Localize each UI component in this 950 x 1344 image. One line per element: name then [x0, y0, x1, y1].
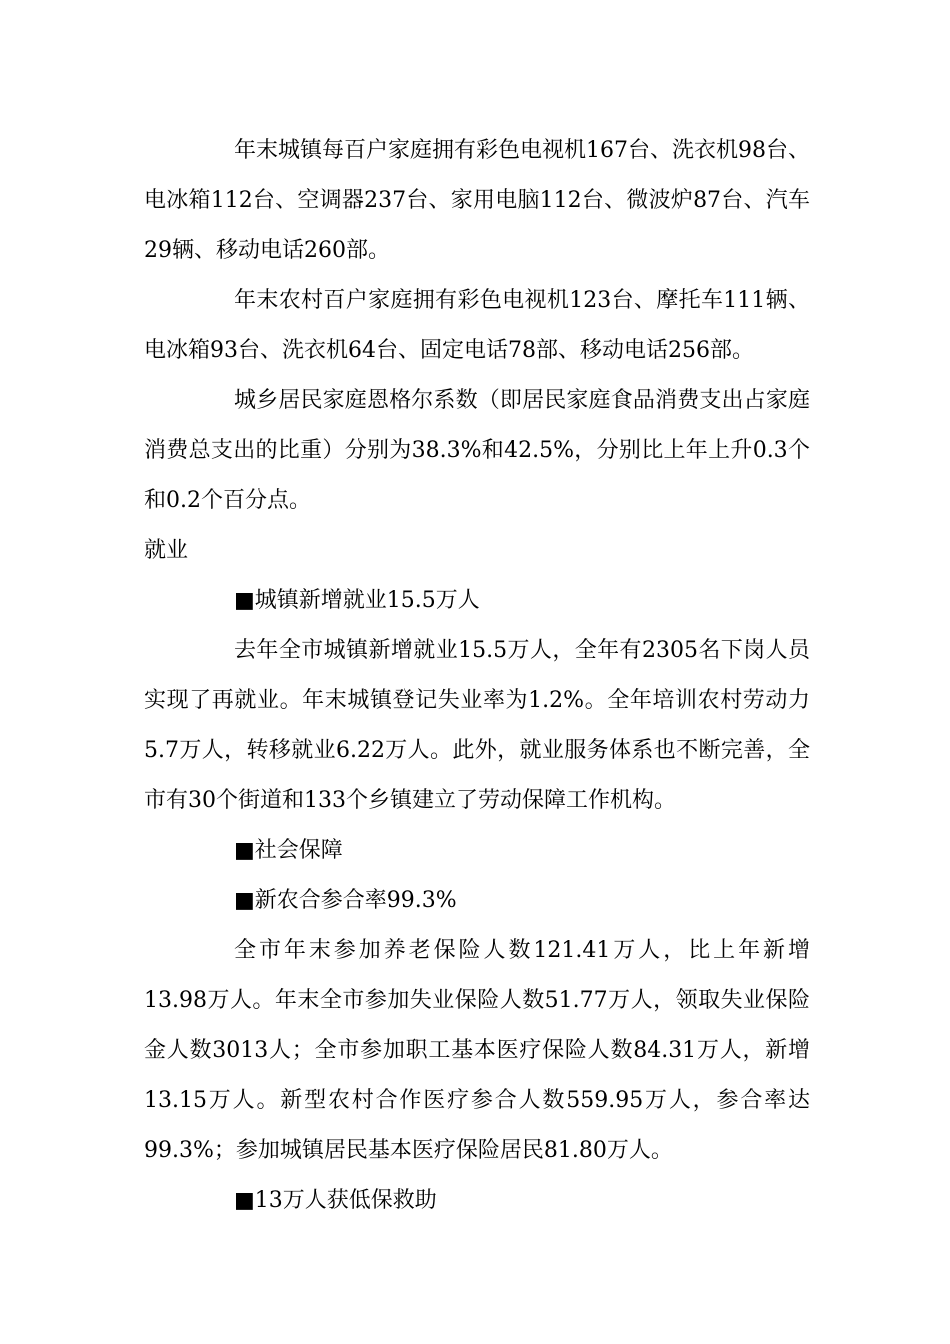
- bullet-minimum-living-subsidy: ■13万人获低保救助: [234, 1188, 437, 1213]
- document-body: [144, 126, 810, 1226]
- paragraph-social-insurance: 全市年末参加养老保险人数121.41万人，比上年新增13.98万人。年末全市参加失业保险人数51.77万人，领取失业保险金人数3013人；全市参加职工基本医疗保险人数84.31万人，新增13.15万人。新型农村合作医疗参合人数559.95万人，参合率达99.3%；参加城镇居民基本医疗保险居民81.80万人。: [144, 938, 810, 1163]
- bullet-new-rural-cooperative-medical: ■新农合参合率99.3%: [234, 888, 457, 913]
- paragraph-rural-household-appliances: 年末农村百户家庭拥有彩色电视机123台、摩托车111辆、电冰箱93台、洗衣机64台、固定电话78部、移动电话256部。: [144, 288, 810, 363]
- paragraph-engel-coefficient: 城乡居民家庭恩格尔系数（即居民家庭食品消费支出占家庭消费总支出的比重）分别为38.3%和42.5%，分别比上年上升0.3个和0.2个百分点。: [144, 388, 810, 513]
- paragraph-urban-household-appliances: 年末城镇每百户家庭拥有彩色电视机167台、洗衣机98台、电冰箱112台、空调器237台、家用电脑112台、微波炉87台、汽车29辆、移动电话260部。: [144, 138, 810, 263]
- bullet-new-urban-employment: ■城镇新增就业15.5万人: [234, 588, 480, 613]
- section-heading-employment: 就业: [144, 538, 189, 563]
- bullet-social-security: ■社会保障: [234, 838, 343, 863]
- paragraph-employment: 去年全市城镇新增就业15.5万人，全年有2305名下岗人员实现了再就业。年末城镇登记失业率为1.2%。全年培训农村劳动力5.7万人，转移就业6.22万人。此外，就业服务体系也不断完善，全市有30个街道和133个乡镇建立了劳动保障工作机构。: [144, 638, 810, 813]
